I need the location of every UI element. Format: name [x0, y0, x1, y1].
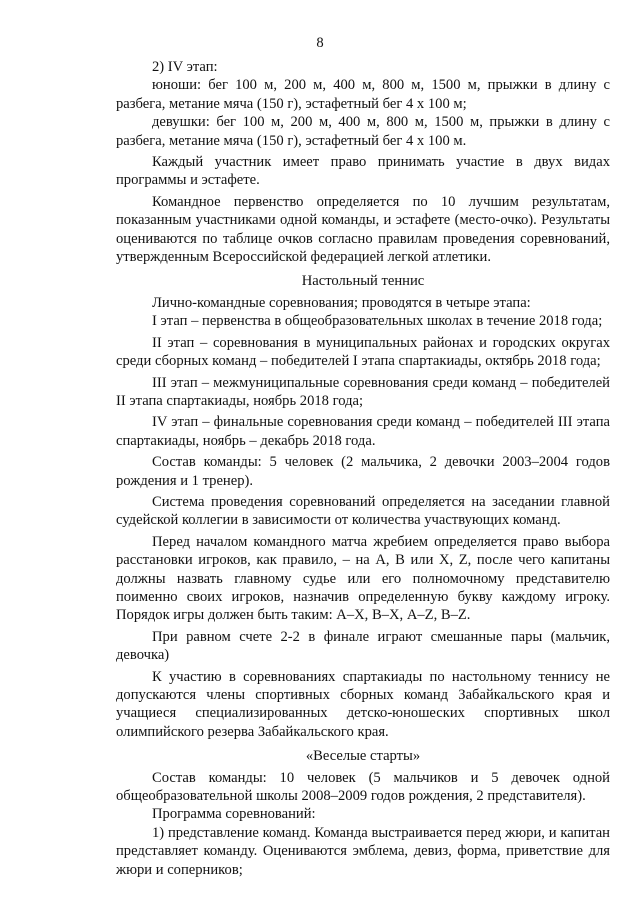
paragraph: Состав команды: 10 человек (5 мальчиков и 5 девочек одной общеобразовательной школы 2008–2009 годов рождения, 2 представителя). [116, 769, 610, 805]
paragraph: Каждый участник имеет право принимать участие в двух видах программы и эстафете. [116, 154, 610, 189]
page-body [116, 58, 610, 879]
paragraph: IV этап – финальные соревнования среди команд – победителей III этапа спартакиады, ноябрь – декабрь 2018 года. [116, 414, 610, 449]
page-number: 8 [316, 35, 324, 51]
paragraph: При равном счете 2-2 в финале играют смешанные пары (мальчик, девочка) [116, 628, 610, 664]
section-heading: Настольный теннис [301, 273, 425, 290]
paragraph: Программа соревнований: [152, 806, 316, 823]
paragraph: III этап – межмуниципальные соревнования среди команд – победителей II этапа спартакиады, ноябрь 2018 года; [116, 374, 610, 409]
paragraph: Командное первенство определяется по 10 лучшим результатам, показанным участниками одной команды, и эстафете (место-очко). Результаты оцениваются по таблице очков согласно правилам проведения соревнований, утвержденным Всероссийской федерацией легкой атлетики. [116, 193, 610, 266]
paragraph: Перед началом командного матча жребием определяется право выбора расстановки игроков, как правило, – на А, В или X, Z, после чего капитаны должны назвать главному судье или его полномочному представителю поименно своих игроков, назначив определенную букву каждому игроку. Порядок игры должен быть таким: А–X, В–X, А–Z, В–Z. [116, 533, 610, 624]
paragraph: Система проведения соревнований определяется на заседании главной судейской коллегии в зависимости от количества участвующих команд. [116, 493, 610, 529]
section-heading: «Веселые старты» [305, 748, 421, 765]
paragraph: девушки: бег 100 м, 200 м, 400 м, 800 м, 1500 м, прыжки в длину с разбега, метание мяча (150 г), эстафетный бег 4 х 100 м. [116, 114, 610, 149]
paragraph: 2) IV этап: [152, 59, 218, 75]
paragraph: Состав команды: 5 человек (2 мальчика, 2 девочки 2003–2004 годов рождения и 1 тренер). [116, 454, 610, 489]
paragraph: I этап – первенства в общеобразовательных школах в течение 2018 года; [152, 313, 603, 330]
paragraph: II этап – соревнования в муниципальных районах и городских округах среди сборных команд – победителей I этапа спартакиады, октябрь 2018 года; [116, 334, 610, 370]
paragraph: Лично-командные соревнования; проводятся в четыре этапа: [152, 294, 531, 311]
paragraph: 1) представление команд. Команда выстраивается перед жюри, и капитан представляет команду. Оцениваются эмблема, девиз, форма, приветствие для жюри и соперников; [116, 824, 610, 878]
paragraph: К участию в соревнованиях спартакиады по настольному теннису не допускаются члены спортивных сборных команд Забайкальского края и учащиеся специализированных детско-юношеских спортивных школ олимпийского резерва Забайкальского края. [116, 668, 610, 740]
paragraph: юноши: бег 100 м, 200 м, 400 м, 800 м, 1500 м, прыжки в длину с разбега, метание мяча (150 г), эстафетный бег 4 х 100 м; [116, 77, 610, 112]
